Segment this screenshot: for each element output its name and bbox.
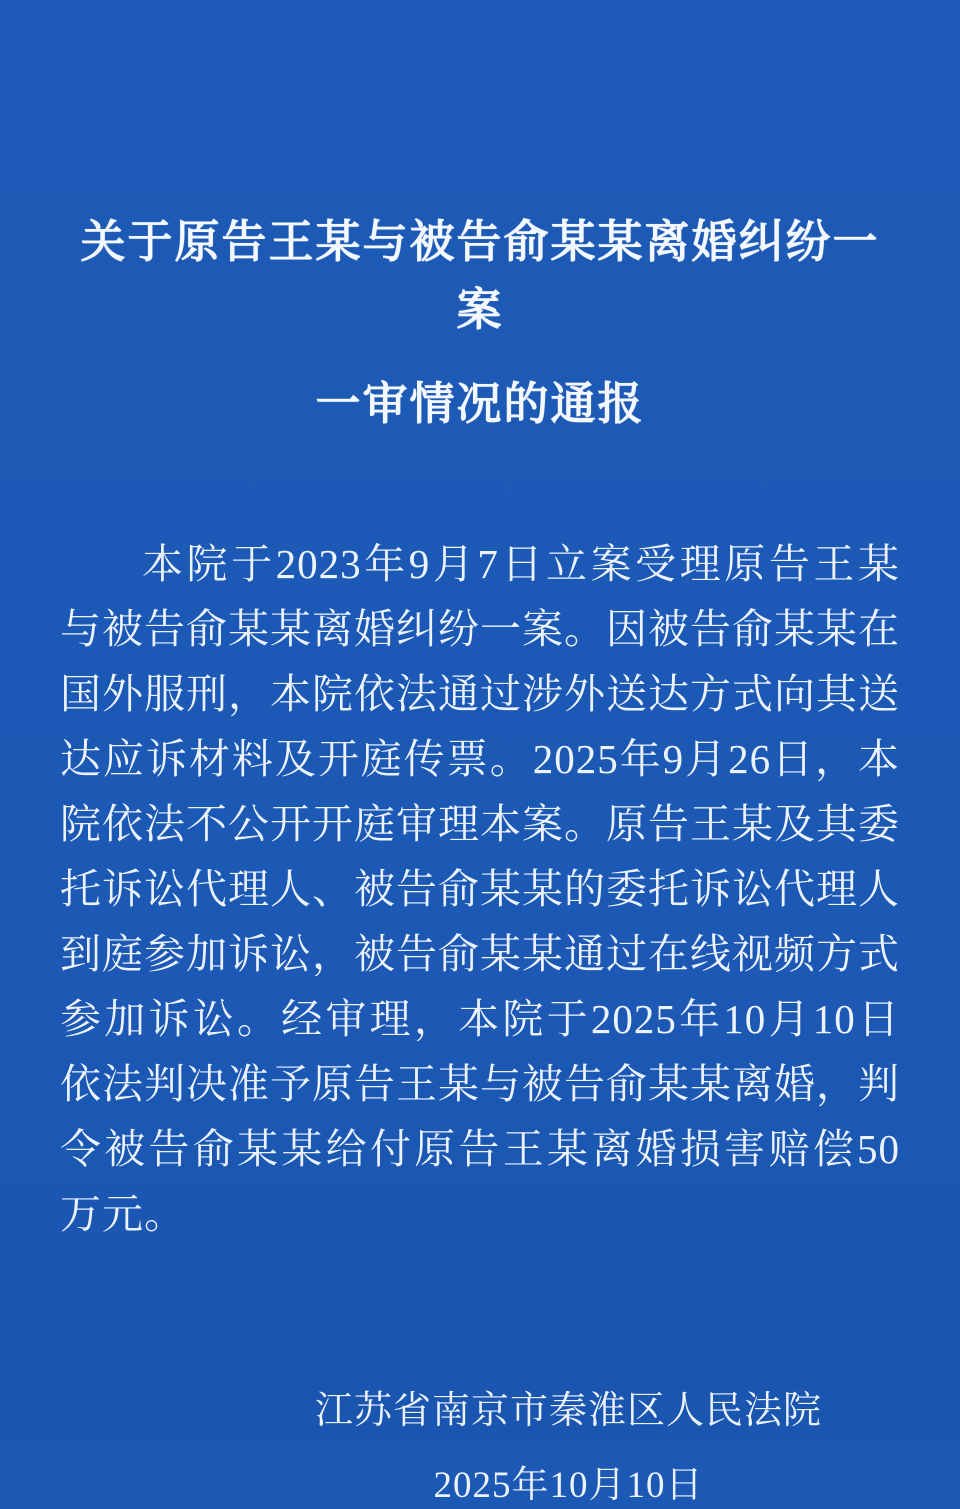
signature-date: 2025年10月10日 (433, 1465, 704, 1507)
notice-body (60, 532, 900, 1247)
notice-body-paragraph: 本院于2023年9月7日立案受理原告王某与被告俞某某离婚纠纷一案。因被告俞某某在国外服刑，本院依法通过涉外送达方式向其送达应诉材料及开庭传票。2025年9月26日，本院依法不公开开庭审理本案。原告王某及其委托诉讼代理人、被告俞某某的委托诉讼代理人到庭参加诉讼，被告俞某某通过在线视频方式参加诉讼。经审理，本院于2025年10月10日依法判决准予原告王某与被告俞某某离婚，判令被告俞某某给付原告王某离婚损害赔偿50万元。 (60, 541, 900, 1238)
notice-title-line1: 关于原告王某与被告俞某某离婚纠纷一案 (80, 216, 880, 336)
signature-block (315, 1387, 822, 1509)
notice-title (60, 208, 900, 438)
notice-title-line2: 一审情况的通报 (315, 378, 645, 430)
signature-court-name: 江苏省南京市秦淮区人民法院 (314, 1390, 822, 1433)
